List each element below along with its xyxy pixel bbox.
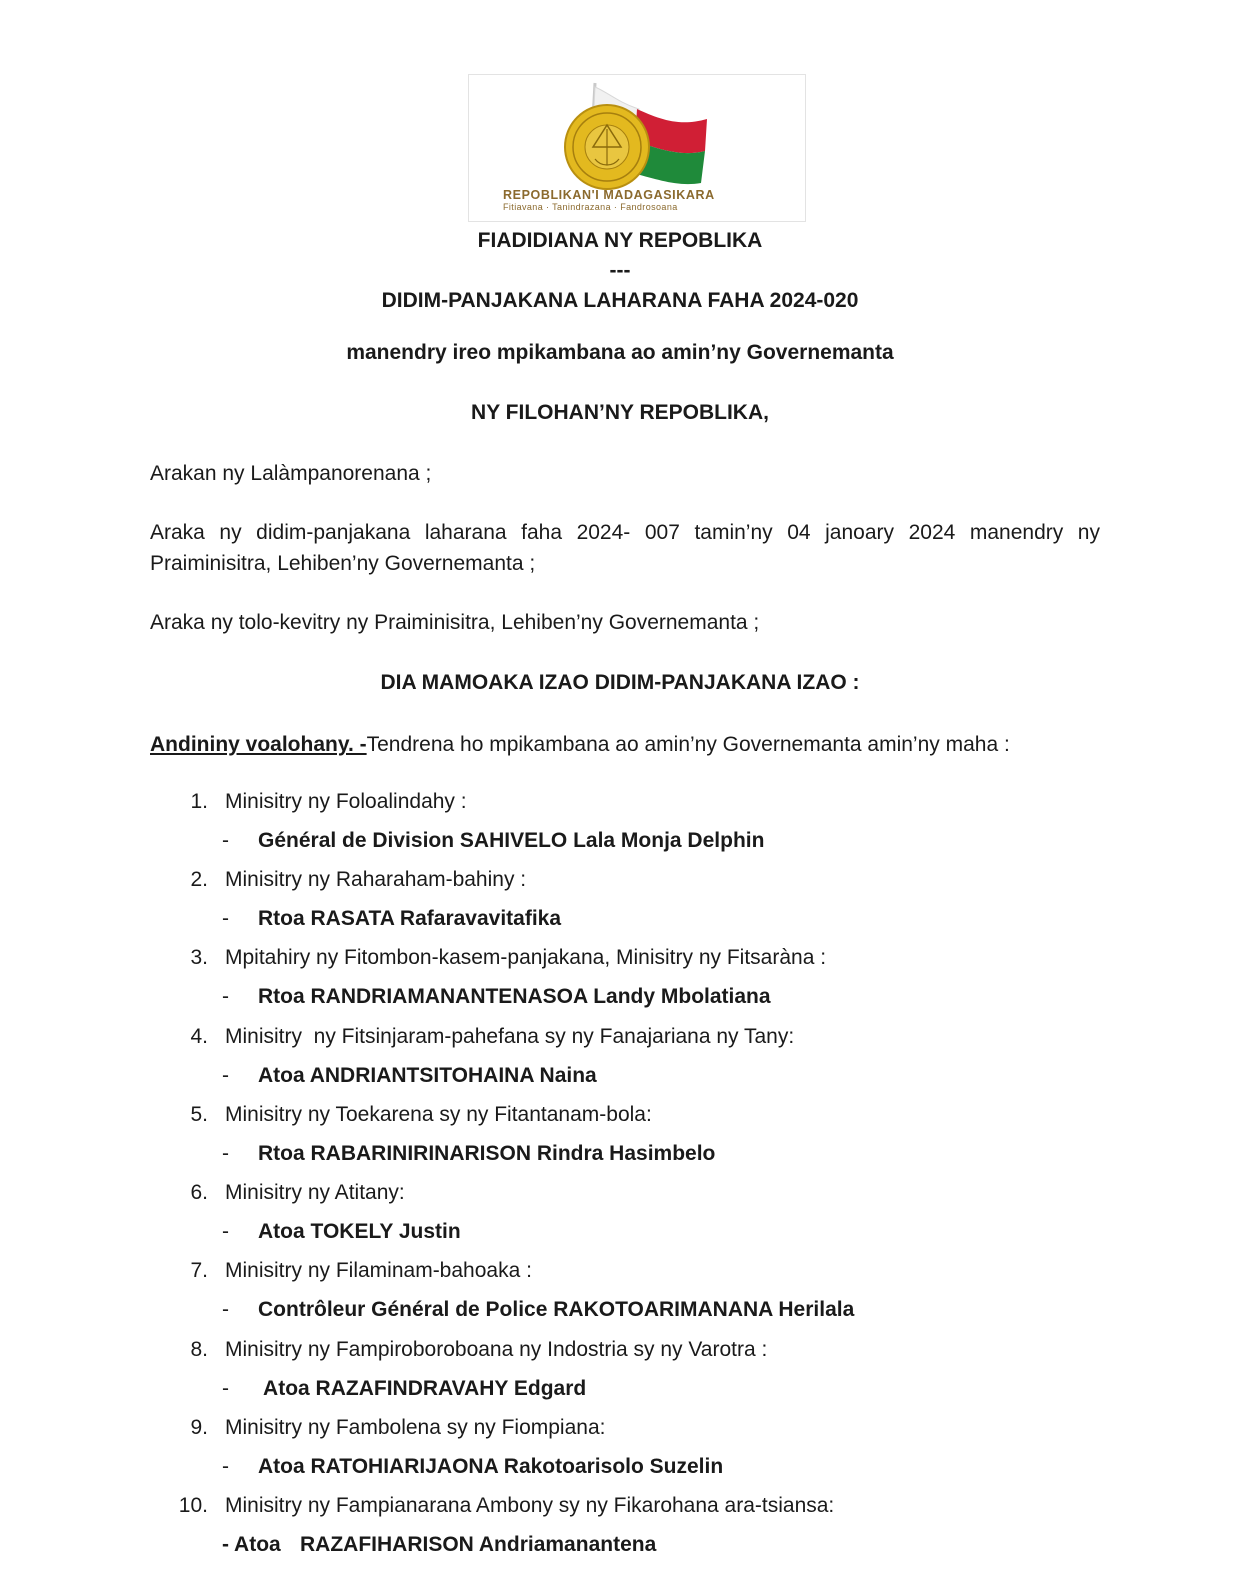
list-number: 1. [190, 790, 208, 813]
bullet-dash: - [222, 985, 229, 1008]
consideration-constitution: Arakan ny Lalàmpanorenana ; [150, 462, 432, 485]
minister-name: Atoa RAZAFINDRAVAHY Edgard [258, 1377, 587, 1400]
ministry-title: Minisitry ny Fitsinjaram-pahefana sy ny Fanajariana ny Tany: [225, 1025, 795, 1048]
bullet-dash: - [222, 1220, 229, 1243]
bullet-dash: - [222, 1142, 229, 1165]
list-number: 7. [190, 1259, 208, 1282]
minister-name: RAZAFIHARISON Andriamanantena [300, 1533, 657, 1556]
ministry-title: Minisitry ny Fambolena sy ny Fiompiana: [225, 1416, 606, 1439]
list-number: 8. [190, 1338, 208, 1361]
minister-name: Atoa RATOHIARIJAONA Rakotoarisolo Suzelin [258, 1455, 724, 1478]
ministry-title: Minisitry ny Raharaham-bahiny : [225, 868, 527, 891]
article-one [150, 729, 1100, 760]
minister-name: Général de Division SAHIVELO Lala Monja Delphin [258, 829, 765, 852]
header-separator: --- [609, 259, 631, 282]
ministry-title: Minisitry ny Atitany: [225, 1181, 405, 1204]
ministry-title: Minisitry ny Filaminam-bahoaka : [225, 1259, 532, 1282]
minister-name: Rtoa RASATA Rafaravavitafika [258, 907, 562, 930]
bullet-dash: - [222, 829, 229, 852]
list-number: 6. [190, 1181, 208, 1204]
republic-logo [468, 74, 806, 222]
bullet-dash: - [222, 1298, 229, 1321]
minister-name: Contrôleur Général de Police RAKOTOARIMANANA Herilala [258, 1298, 855, 1321]
logo-title: REPOBLIKAN'I MADAGASIKARA [503, 188, 715, 202]
bullet-dash: - [222, 1064, 229, 1087]
decree-title: DIDIM-PANJAKANA LAHARANA FAHA 2024-020 [381, 289, 859, 312]
list-number: 10. [178, 1494, 208, 1517]
list-number: 5. [190, 1103, 208, 1126]
bullet-dash: - [222, 1455, 229, 1478]
ministry-title: Minisitry ny Fampiroboroboana ny Indostria sy ny Varotra : [225, 1338, 768, 1361]
list-number: 3. [190, 946, 208, 969]
logo-motto: Fitiavana · Tanindrazana · Fandrosoana [503, 202, 678, 212]
ministry-title: Mpitahiry ny Fitombon-kasem-panjakana, Minisitry ny Fitsaràna : [225, 946, 827, 969]
consideration-pm-decree: Araka ny didim-panjakana laharana faha 2024- 007 tamin’ny 04 janoary 2024 manendry ny Praiminisitra, Lehiben’ny Governemanta ; [150, 521, 1100, 575]
president-heading: NY FILOHAN’NY REPOBLIKA, [471, 401, 769, 424]
ministry-title: Minisitry ny Foloalindahy : [225, 790, 467, 813]
ministry-title: Minisitry ny Toekarena sy ny Fitantanam-bola: [225, 1103, 652, 1126]
bullet-dash: - [222, 907, 229, 930]
minister-name: Rtoa RABARINIRINARISON Rindra Hasimbelo [258, 1142, 716, 1165]
decree-subject: manendry ireo mpikambana ao amin’ny Governemanta [346, 341, 894, 364]
consideration-pm-proposal: Araka ny tolo-kevitry ny Praiminisitra, Lehiben’ny Governemanta ; [150, 611, 760, 634]
list-number: 2. [190, 868, 208, 891]
article-heading: Andininy voalohany. - [150, 733, 367, 756]
minister-name: Atoa ANDRIANTSITOHAINA Naina [258, 1064, 597, 1087]
ministry-title: Minisitry ny Fampianarana Ambony sy ny Fikarohana ara-tsiansa: [225, 1494, 835, 1517]
list-number: 4. [190, 1025, 208, 1048]
list-number: 9. [190, 1416, 208, 1439]
minister-name: Atoa TOKELY Justin [258, 1220, 461, 1243]
bullet-dash-title: - Atoa [222, 1533, 281, 1556]
institution-heading: FIADIDIANA NY REPOBLIKA [477, 229, 763, 252]
bullet-dash: - [222, 1377, 229, 1400]
decrees-heading: DIA MAMOAKA IZAO DIDIM-PANJAKANA IZAO : [380, 671, 860, 694]
minister-name: Rtoa RANDRIAMANANTENASOA Landy Mbolatiana [258, 985, 771, 1008]
article-text: Tendrena ho mpikambana ao amin’ny Governemanta amin’ny maha : [366, 733, 1010, 756]
